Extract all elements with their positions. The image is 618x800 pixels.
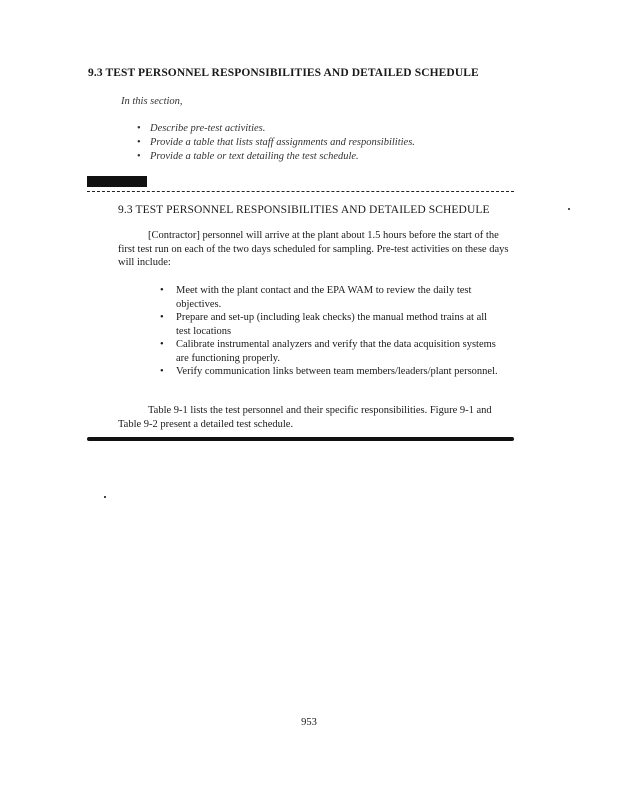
scan-speck [104,496,106,498]
example-paragraph-1: [Contractor] personnel will arrive at the plant about 1.5 hours before the start of the first test run on each of the two days scheduled for sampling. Pre-test activities on these days will include: [118,230,509,268]
intro-text: In this section, [121,96,183,107]
example-bullet-item: • Verify communication links between team members/leaders/plant personnel. [160,365,500,379]
scan-speck [568,208,570,210]
example-bullet-item: • Calibrate instrumental analyzers and verify that the data acquisition systems are functioning properly. [160,338,500,365]
instruction-item: • Provide a table or text detailing the test schedule. [137,150,415,164]
example-bullet-list [160,284,500,379]
example-bullet-item: • Meet with the plant contact and the EPA WAM to review the daily test objectives. [160,284,500,311]
example-bullet-item: • Prepare and set-up (including leak checks) the manual method trains at all test locations [160,311,500,338]
example-marker-tab [87,176,147,187]
example-heading: 9.3 TEST PERSONNEL RESPONSIBILITIES AND DETAILED SCHEDULE [118,204,490,216]
example-paragraph-2: Table 9-1 lists the test personnel and their specific responsibilities. Figure 9-1 and Table 9-2 present a detailed test schedule. [118,405,492,430]
page-number: 953 [301,717,317,728]
instruction-item: • Describe pre-test activities. [137,122,415,136]
example-bottom-rule [87,437,514,441]
section-heading: 9.3 TEST PERSONNEL RESPONSIBILITIES AND DETAILED SCHEDULE [88,67,479,79]
instruction-item: • Provide a table that lists staff assignments and responsibilities. [137,136,415,150]
instruction-list [137,122,415,164]
example-top-rule [87,191,514,192]
